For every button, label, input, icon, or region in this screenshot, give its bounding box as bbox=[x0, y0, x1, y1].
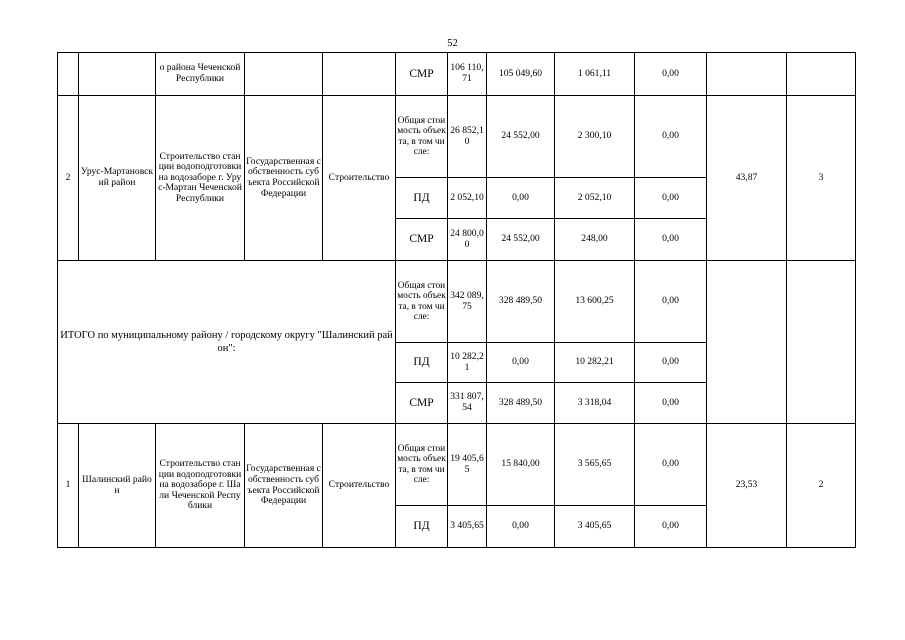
value-cell: 0,00 bbox=[487, 506, 555, 548]
value-cell: 3 318,04 bbox=[555, 383, 635, 424]
row-label: ПД bbox=[396, 343, 448, 383]
work-type-cell: Строительство bbox=[323, 96, 396, 261]
value-cell: 0,00 bbox=[635, 343, 707, 383]
district-cell: Урус-Мартановский район bbox=[79, 96, 156, 261]
value-cell: 13 600,25 bbox=[555, 261, 635, 343]
work-type-cell bbox=[323, 53, 396, 96]
total-cost-cell: 106 110,71 bbox=[448, 53, 487, 96]
funding-table bbox=[57, 52, 856, 548]
value-cell: 2 052,10 bbox=[555, 178, 635, 219]
total-label-cell: ИТОГО по муниципальному району / городскому округу "Шалинский район": bbox=[58, 261, 396, 424]
percent-cell: 43,87 bbox=[707, 96, 787, 261]
table-row bbox=[58, 261, 856, 343]
ownership-cell bbox=[245, 53, 323, 96]
percent-cell bbox=[707, 53, 787, 96]
table-row bbox=[58, 96, 856, 178]
row-label: Общая стоимость объекта, в том числе: bbox=[396, 424, 448, 506]
count-cell: 2 bbox=[787, 424, 856, 548]
value-cell: 0,00 bbox=[635, 506, 707, 548]
ownership-cell: Государственная собственность субъекта Российской Федерации bbox=[245, 96, 323, 261]
value-cell: 0,00 bbox=[635, 219, 707, 261]
page-number: 52 bbox=[447, 38, 458, 49]
value-cell: 1 061,11 bbox=[555, 53, 635, 96]
value-cell: 24 552,00 bbox=[487, 219, 555, 261]
value-cell: 15 840,00 bbox=[487, 424, 555, 506]
value-cell: 248,00 bbox=[555, 219, 635, 261]
value-cell: 328 489,50 bbox=[487, 383, 555, 424]
table-row bbox=[58, 424, 856, 506]
value-cell: 10 282,21 bbox=[555, 343, 635, 383]
row-label: СМР bbox=[396, 219, 448, 261]
row-label: ПД bbox=[396, 506, 448, 548]
value-cell: 3 405,65 bbox=[555, 506, 635, 548]
row-label: ПД bbox=[396, 178, 448, 219]
total-cost-cell: 2 052,10 bbox=[448, 178, 487, 219]
num-cell bbox=[58, 53, 79, 96]
value-cell: 24 552,00 bbox=[487, 96, 555, 178]
percent-cell: 23,53 bbox=[707, 424, 787, 548]
total-cost-cell: 331 807,54 bbox=[448, 383, 487, 424]
row-label: СМР bbox=[396, 383, 448, 424]
value-cell: 105 049,60 bbox=[487, 53, 555, 96]
value-cell: 328 489,50 bbox=[487, 261, 555, 343]
row-label: Общая стоимость объекта, в том числе: bbox=[396, 261, 448, 343]
table-row bbox=[58, 53, 856, 96]
total-cost-cell: 10 282,21 bbox=[448, 343, 487, 383]
num-cell: 2 bbox=[58, 96, 79, 261]
value-cell: 0,00 bbox=[487, 178, 555, 219]
value-cell: 0,00 bbox=[635, 96, 707, 178]
value-cell: 0,00 bbox=[635, 383, 707, 424]
num-cell: 1 bbox=[58, 424, 79, 548]
row-label: Общая стоимость объекта, в том числе: bbox=[396, 96, 448, 178]
district-cell bbox=[79, 53, 156, 96]
work-type-cell: Строительство bbox=[323, 424, 396, 548]
row-label: СМР bbox=[396, 53, 448, 96]
ownership-cell: Государственная собственность субъекта Российской Федерации bbox=[245, 424, 323, 548]
total-cost-cell: 342 089,75 bbox=[448, 261, 487, 343]
object-cell: о района Чеченской Республики bbox=[156, 53, 245, 96]
count-cell bbox=[787, 53, 856, 96]
value-cell: 2 300,10 bbox=[555, 96, 635, 178]
district-cell: Шалинский район bbox=[79, 424, 156, 548]
total-cost-cell: 24 800,00 bbox=[448, 219, 487, 261]
total-cost-cell: 3 405,65 bbox=[448, 506, 487, 548]
total-cost-cell: 26 852,10 bbox=[448, 96, 487, 178]
total-cost-cell: 19 405,65 bbox=[448, 424, 487, 506]
count-cell bbox=[787, 261, 856, 424]
count-cell: 3 bbox=[787, 96, 856, 261]
value-cell: 0,00 bbox=[635, 424, 707, 506]
value-cell: 0,00 bbox=[635, 178, 707, 219]
value-cell: 0,00 bbox=[635, 261, 707, 343]
value-cell: 3 565,65 bbox=[555, 424, 635, 506]
value-cell: 0,00 bbox=[487, 343, 555, 383]
object-cell: Строительство станции водоподготовки на водозаборе г. Шали Чеченской Республики bbox=[156, 424, 245, 548]
percent-cell bbox=[707, 261, 787, 424]
object-cell: Строительство станции водоподготовки на водозаборе г. Урус-Мартан Чеченской Республики bbox=[156, 96, 245, 261]
value-cell: 0,00 bbox=[635, 53, 707, 96]
